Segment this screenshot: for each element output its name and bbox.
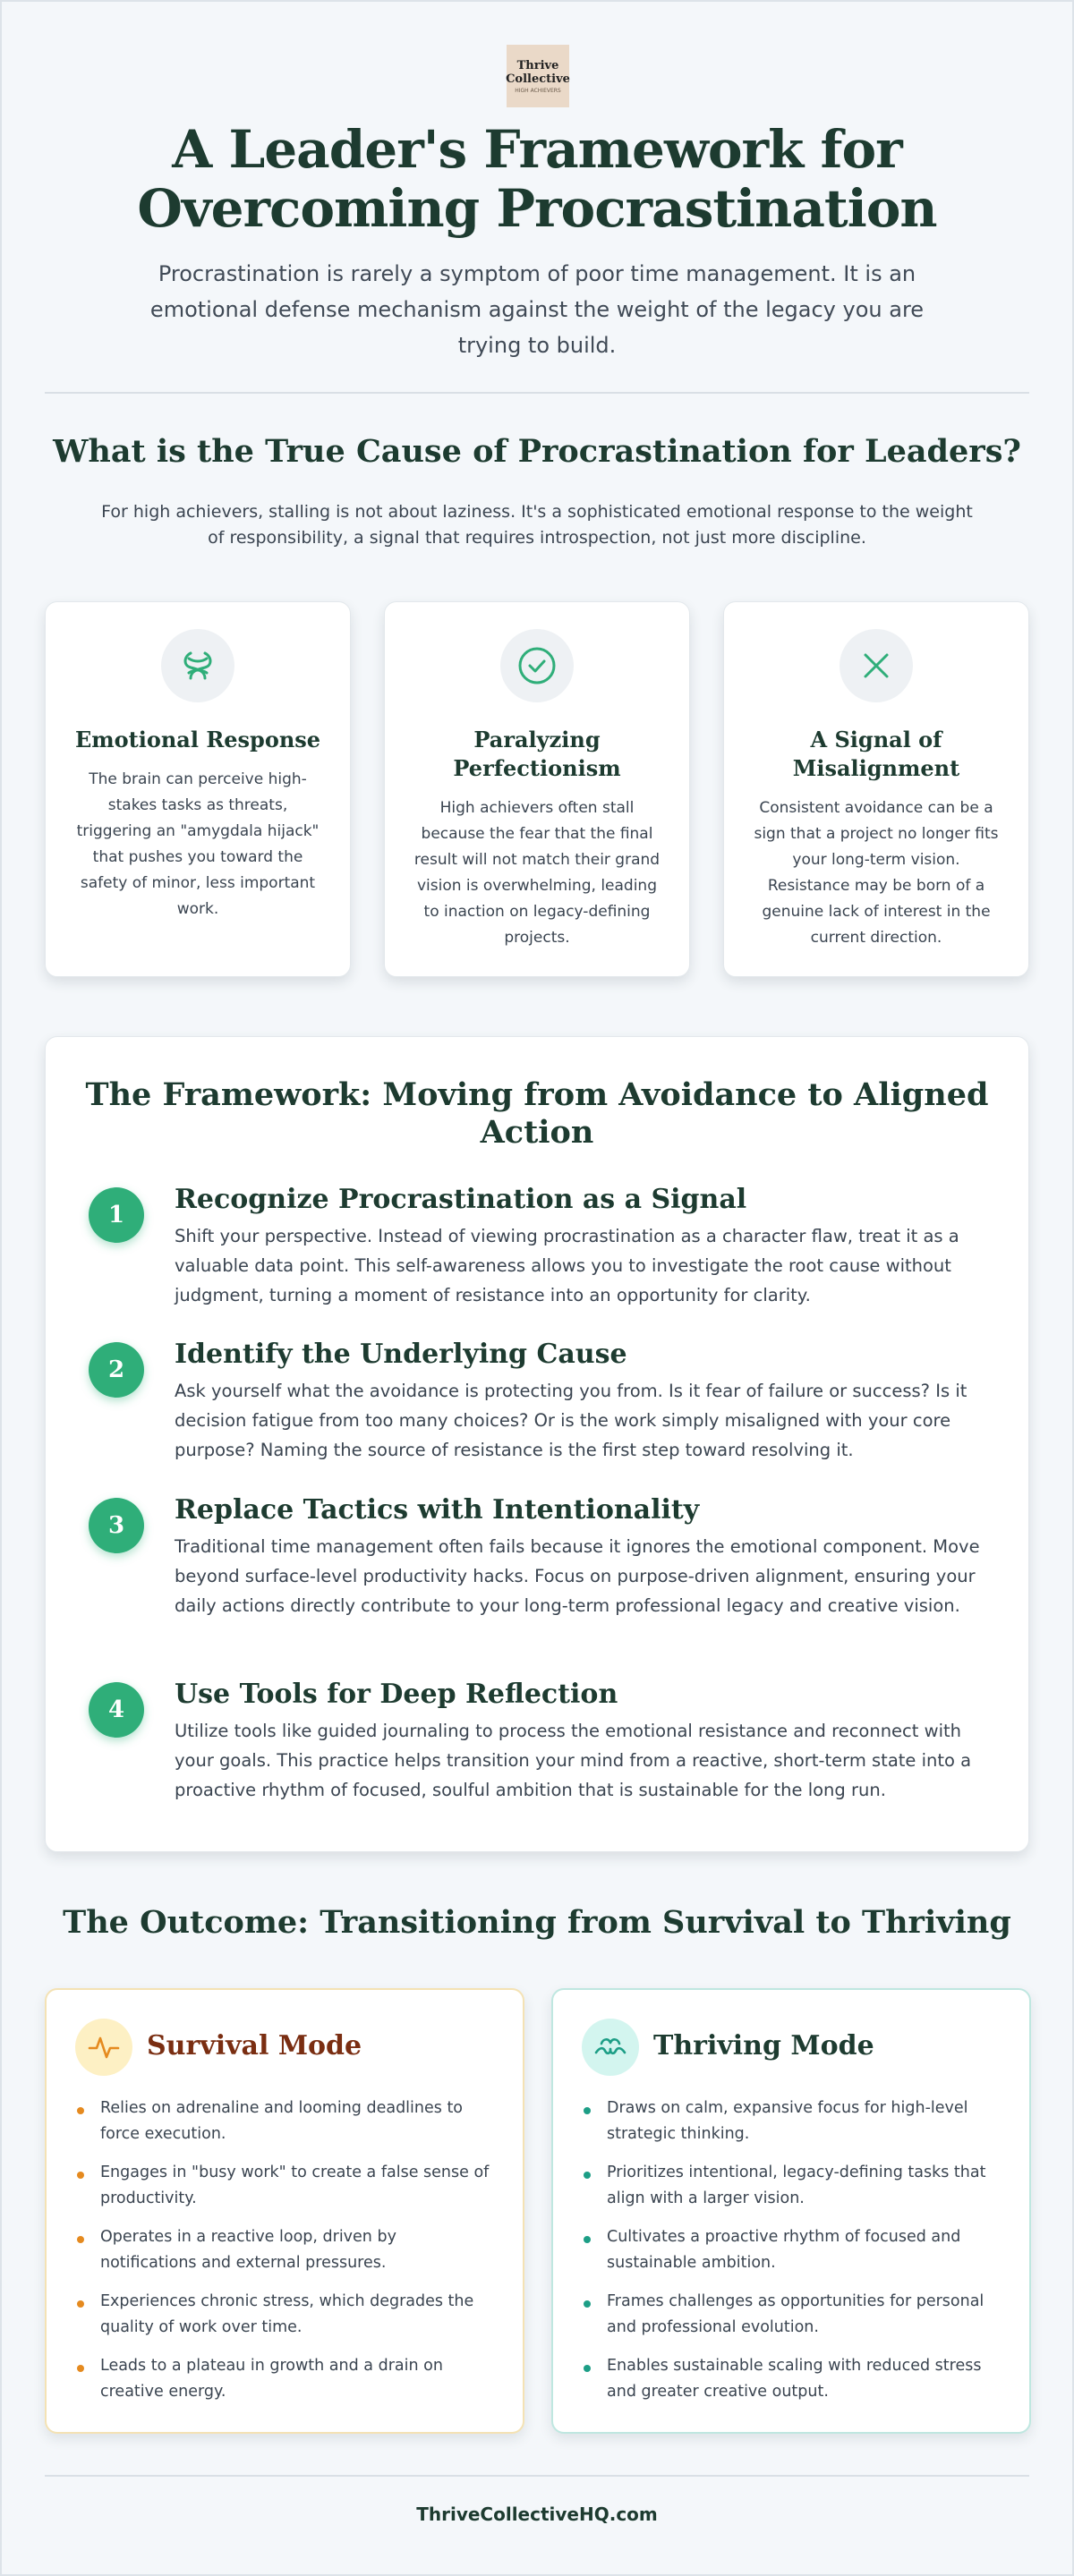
step-title: Identify the Underlying Cause xyxy=(175,1339,627,1370)
footer-link[interactable]: ThriveCollectiveHQ.com xyxy=(416,2504,658,2525)
framework-panel xyxy=(45,1036,1029,1852)
survival-mode-title: Survival Mode xyxy=(147,2030,362,2062)
check-circle-icon xyxy=(500,629,574,702)
card-text: Consistent avoidance can be a sign that a project no longer fits your long-term vision. Resistance may be born of a genuine lack of interest in the current direction. xyxy=(754,799,999,947)
list-item: Engages in "busy work" to create a false sense of productivity. xyxy=(75,2160,496,2212)
list-item: Relies on adrenaline and looming deadlines to force execution. xyxy=(75,2096,496,2147)
page-title: A Leader's Framework for Overcoming Procrastination xyxy=(137,119,937,239)
thriving-mode-list xyxy=(582,2096,1002,2418)
cause-section-title: What is the True Cause of Procrastination for Leaders? xyxy=(53,433,1021,470)
outcome-section-title: The Outcome: Transitioning from Survival to Thriving xyxy=(63,1904,1011,1941)
footer-divider xyxy=(45,2475,1029,2477)
list-item: Operates in a reactive loop, driven by notifications and external pressures. xyxy=(75,2224,496,2276)
brain-icon xyxy=(161,629,234,702)
waves-icon xyxy=(582,2019,639,2076)
list-item: Experiences chronic stress, which degrades the quality of work over time. xyxy=(75,2289,496,2341)
list-item: Cultivates a proactive rhythm of focused and sustainable ambition. xyxy=(582,2224,1002,2276)
cause-card-emotional-response xyxy=(45,601,351,977)
cause-card-paralyzing-perfectionism xyxy=(384,601,690,977)
pulse-icon xyxy=(75,2019,132,2076)
step-number-badge: 3 xyxy=(89,1498,144,1553)
list-item: Frames challenges as opportunities for personal and professional evolution. xyxy=(582,2289,1002,2341)
framework-title: The Framework: Moving from Avoidance to Aligned Action xyxy=(85,1076,989,1151)
step-text: Traditional time management often fails because it ignores the emotional component. Move beyond surface-level productivity hacks. Focus on purpose-driven alignment, ensuring your daily actions directly contribute to your long-term professional legacy and creative vision. xyxy=(175,1536,980,1616)
thriving-mode-card xyxy=(551,1988,1031,2434)
step-number-badge: 1 xyxy=(89,1187,144,1243)
logo xyxy=(507,45,569,107)
divider xyxy=(45,392,1029,394)
card-title: A Signal of Misalignment xyxy=(792,727,960,781)
step-number-badge: 2 xyxy=(89,1342,144,1398)
card-title: Emotional Response xyxy=(74,727,321,752)
step-text: Utilize tools like guided journaling to process the emotional resistance and reconnect with your goals. This practice helps transition your mind from a reactive, short-term state into a proactive rhythm of focused, soulful ambition that is sustainable for the long run. xyxy=(175,1721,972,1800)
survival-mode-card xyxy=(45,1988,524,2434)
step-text: Ask yourself what the avoidance is protecting you from. Is it fear of failure or success? Is it decision fatigue from too many choices? Or is the work simply misaligned with your core purpose? Naming the source of resistance is the first step toward resolving it. xyxy=(175,1381,967,1460)
logo-tagline: HIGH ACHIEVERS xyxy=(515,87,561,94)
cause-card-signal-of-misalignment xyxy=(723,601,1029,977)
list-item: Enables sustainable scaling with reduced stress and greater creative output. xyxy=(582,2353,1002,2405)
logo-line-1: Thrive xyxy=(516,58,559,72)
step-title: Use Tools for Deep Reflection xyxy=(175,1679,618,1710)
list-item: Leads to a plateau in growth and a drain on creative energy. xyxy=(75,2353,496,2405)
step-text: Shift your perspective. Instead of viewing procrastination as a character flaw, treat it as a valuable data point. This self-awareness allows you to investigate the root cause without judgment, turning a moment of resistance into an opportunity for clarity. xyxy=(175,1226,959,1305)
cause-section-description: For high achievers, stalling is not about laziness. It's a sophisticated emotional response to the weight of responsibility, a signal that requires introspection, not just more discipline. xyxy=(101,502,973,548)
intro-text: Procrastination is rarely a symptom of poor time management. It is an emotional defense mechanism against the weight of the legacy you are trying to build. xyxy=(149,261,925,358)
list-item: Draws on calm, expansive focus for high-level strategic thinking. xyxy=(582,2096,1002,2147)
thriving-mode-title: Thriving Mode xyxy=(653,2030,874,2062)
logo-line-2: Collective xyxy=(506,72,570,86)
survival-mode-list xyxy=(75,2096,496,2418)
card-text: The brain can perceive high-stakes tasks as threats, triggering an "amygdala hijack" that pushes you toward the safety of minor, less important work. xyxy=(76,770,320,918)
step-title: Replace Tactics with Intentionality xyxy=(175,1494,700,1526)
step-number-badge: 4 xyxy=(89,1682,144,1738)
step-title: Recognize Procrastination as a Signal xyxy=(175,1184,747,1215)
card-text: High achievers often stall because the fear that the final result will not match their grand vision is overwhelming, leading to inaction on legacy-defining projects. xyxy=(413,799,661,947)
list-item: Prioritizes intentional, legacy-defining tasks that align with a larger vision. xyxy=(582,2160,1002,2212)
card-title: Paralyzing Perfectionism xyxy=(453,727,621,781)
x-icon xyxy=(840,629,913,702)
